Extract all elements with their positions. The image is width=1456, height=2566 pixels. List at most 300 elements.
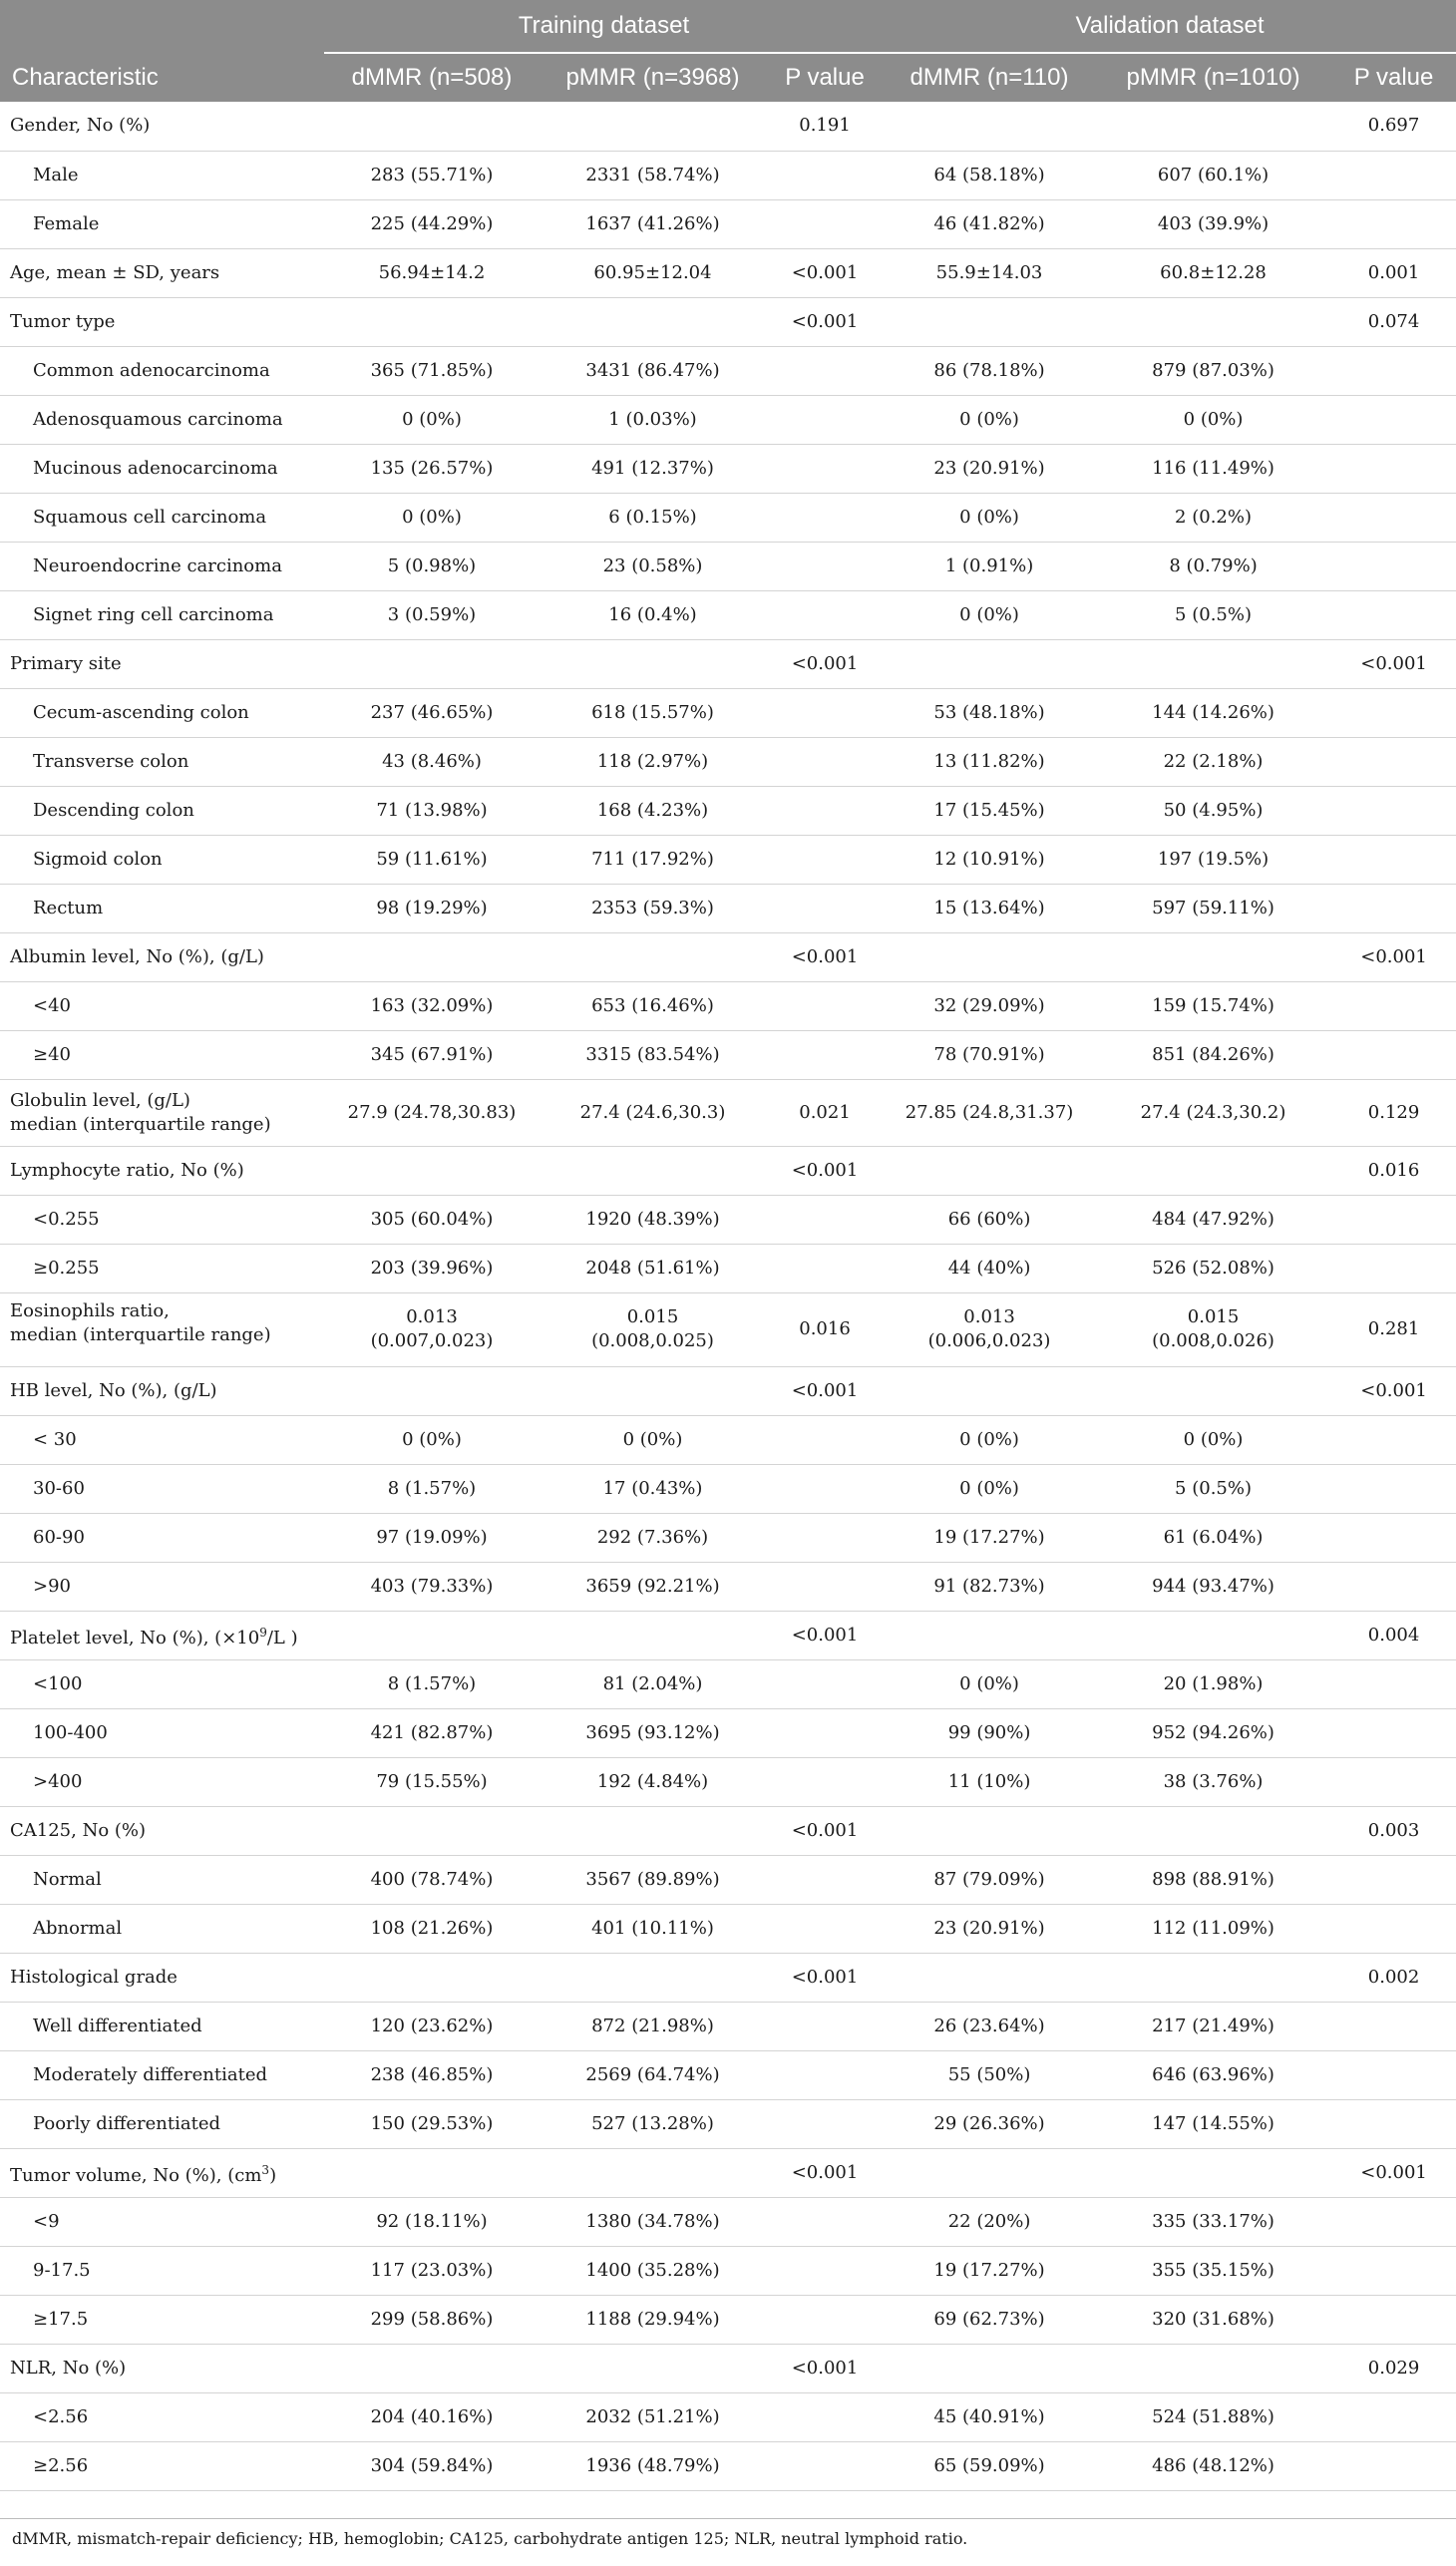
cell-value: 0.029 bbox=[1367, 2357, 1420, 2379]
row-label bbox=[0, 1659, 324, 1708]
cell-training-pvalue bbox=[766, 2344, 884, 2392]
table-row bbox=[0, 981, 1456, 1030]
cell-validation-pvalue bbox=[1331, 1366, 1456, 1415]
cell-value: 3695 (93.12%) bbox=[585, 1721, 720, 1743]
row-label-text: CA125, No (%) bbox=[10, 1819, 147, 1841]
cell-training-dmmr bbox=[324, 2002, 540, 2050]
cell-training-dmmr bbox=[324, 1244, 540, 1292]
cell-validation-pmmr bbox=[1095, 786, 1331, 835]
row-label bbox=[0, 1079, 324, 1146]
cell-value: 0 (0%) bbox=[959, 1672, 1019, 1694]
cell-training-pvalue bbox=[766, 102, 884, 151]
row-label bbox=[0, 102, 324, 151]
table-row bbox=[0, 1195, 1456, 1244]
row-label bbox=[0, 1611, 324, 1659]
row-label-text: NLR, No (%) bbox=[10, 2357, 127, 2379]
cell-value: 197 (19.5%) bbox=[1157, 848, 1270, 870]
cell-validation-pvalue bbox=[1331, 2002, 1456, 2050]
table-body bbox=[0, 102, 1456, 2490]
cell-training-dmmr bbox=[324, 981, 540, 1030]
row-label-text: Lymphocyte ratio, No (%) bbox=[10, 1159, 244, 1181]
cell-training-pvalue bbox=[766, 737, 884, 786]
row-label-text: Female bbox=[33, 212, 100, 234]
row-label-text: >90 bbox=[33, 1575, 71, 1597]
table-row bbox=[0, 1611, 1456, 1659]
cell-validation-pmmr bbox=[1095, 1464, 1331, 1513]
row-label bbox=[0, 786, 324, 835]
cell-training-pmmr bbox=[540, 932, 766, 981]
cell-training-dmmr bbox=[324, 835, 540, 884]
cell-value: 98 (19.29%) bbox=[376, 897, 488, 918]
cell-validation-pmmr bbox=[1095, 981, 1331, 1030]
validation-dataset-header: Validation dataset bbox=[884, 0, 1456, 53]
row-label bbox=[0, 1030, 324, 1079]
column-header-training-pmmr: pMMR (n=3968) bbox=[540, 53, 766, 102]
cell-training-pmmr bbox=[540, 444, 766, 493]
cell-training-pmmr bbox=[540, 2295, 766, 2344]
cell-training-dmmr bbox=[324, 1659, 540, 1708]
cell-validation-pvalue bbox=[1331, 1806, 1456, 1855]
cell-training-pmmr bbox=[540, 1953, 766, 2002]
cell-training-pvalue bbox=[766, 1708, 884, 1757]
cell-training-pvalue bbox=[766, 1513, 884, 1562]
row-label-superscript: 3 bbox=[261, 2162, 270, 2177]
cell-training-pvalue bbox=[766, 1659, 884, 1708]
cell-value: 13 (11.82%) bbox=[933, 750, 1045, 772]
cell-validation-pmmr bbox=[1095, 884, 1331, 932]
cell-value: 65 (59.09%) bbox=[933, 2454, 1045, 2476]
cell-value: 607 (60.1%) bbox=[1157, 164, 1270, 185]
cell-value: 1637 (41.26%) bbox=[585, 212, 720, 234]
cell-training-dmmr bbox=[324, 1464, 540, 1513]
cell-training-pmmr bbox=[540, 1611, 766, 1659]
cell-validation-dmmr bbox=[884, 1806, 1095, 1855]
row-label-text: Well differentiated bbox=[33, 2015, 202, 2036]
column-header-validation-pmmr: pMMR (n=1010) bbox=[1095, 53, 1331, 102]
row-label-text: <0.255 bbox=[33, 1208, 100, 1230]
cell-value: <0.001 bbox=[1360, 2161, 1427, 2183]
cell-value: 112 (11.09%) bbox=[1152, 1917, 1274, 1939]
cell-value: 0.191 bbox=[799, 115, 851, 137]
cell-training-pmmr bbox=[540, 884, 766, 932]
cell-validation-pvalue bbox=[1331, 2441, 1456, 2490]
cell-validation-pvalue bbox=[1331, 346, 1456, 395]
cell-training-pvalue bbox=[766, 1292, 884, 1366]
cell-training-pvalue bbox=[766, 1146, 884, 1195]
cell-value: 20 (1.98%) bbox=[1163, 1672, 1264, 1694]
row-label-text: <40 bbox=[33, 994, 71, 1016]
cell-value: 0 (0%) bbox=[1183, 408, 1244, 430]
cell-value: 292 (7.36%) bbox=[596, 1526, 709, 1548]
row-label-text-suffix: ) bbox=[269, 2164, 277, 2186]
table-row bbox=[0, 1244, 1456, 1292]
cell-validation-pmmr bbox=[1095, 1244, 1331, 1292]
cell-value: 3431 (86.47%) bbox=[585, 359, 720, 381]
cell-value: 0.129 bbox=[1367, 1101, 1420, 1123]
cell-validation-pvalue bbox=[1331, 1079, 1456, 1146]
cell-training-dmmr bbox=[324, 786, 540, 835]
cell-validation-dmmr bbox=[884, 102, 1095, 151]
table-row bbox=[0, 102, 1456, 151]
row-label bbox=[0, 2197, 324, 2246]
cell-training-pvalue bbox=[766, 2295, 884, 2344]
cell-validation-dmmr bbox=[884, 2344, 1095, 2392]
cell-validation-pvalue bbox=[1331, 1244, 1456, 1292]
row-label bbox=[0, 2002, 324, 2050]
cell-training-pvalue bbox=[766, 2050, 884, 2099]
cell-value: 50 (4.95%) bbox=[1163, 799, 1264, 821]
cell-validation-dmmr bbox=[884, 2392, 1095, 2441]
cell-training-pmmr bbox=[540, 493, 766, 542]
cell-training-pvalue bbox=[766, 835, 884, 884]
cell-value: 86 (78.18%) bbox=[933, 359, 1045, 381]
cell-value: 55 (50%) bbox=[947, 2063, 1031, 2085]
cell-training-dmmr bbox=[324, 493, 540, 542]
cell-validation-pmmr bbox=[1095, 248, 1331, 297]
cell-training-dmmr bbox=[324, 884, 540, 932]
row-label-text-line2: median (interquartile range) bbox=[10, 1323, 271, 1345]
cell-validation-pvalue bbox=[1331, 590, 1456, 639]
cell-validation-pmmr bbox=[1095, 639, 1331, 688]
cell-training-dmmr bbox=[324, 932, 540, 981]
cell-value: 217 (21.49%) bbox=[1152, 2015, 1274, 2036]
row-label bbox=[0, 542, 324, 590]
cell-validation-dmmr bbox=[884, 2002, 1095, 2050]
cell-validation-dmmr bbox=[884, 786, 1095, 835]
cell-validation-pmmr bbox=[1095, 346, 1331, 395]
cell-training-pmmr bbox=[540, 1757, 766, 1806]
cell-training-pmmr bbox=[540, 639, 766, 688]
cell-value: 0 (0%) bbox=[959, 1477, 1019, 1499]
cell-validation-dmmr bbox=[884, 1079, 1095, 1146]
cell-value: 879 (87.03%) bbox=[1152, 359, 1274, 381]
table-row bbox=[0, 1415, 1456, 1464]
cell-validation-pmmr bbox=[1095, 835, 1331, 884]
cell-validation-dmmr bbox=[884, 493, 1095, 542]
table-row bbox=[0, 2050, 1456, 2099]
cell-value: 0.002 bbox=[1367, 1966, 1420, 1988]
cell-value: 1 (0.91%) bbox=[944, 554, 1034, 576]
row-label bbox=[0, 199, 324, 248]
cell-validation-dmmr bbox=[884, 2197, 1095, 2246]
cell-value: 0 (0%) bbox=[402, 1428, 462, 1450]
cell-validation-pmmr bbox=[1095, 2441, 1331, 2490]
cell-training-dmmr bbox=[324, 2441, 540, 2490]
cell-value: 0.016 bbox=[1367, 1159, 1420, 1181]
table-row bbox=[0, 2441, 1456, 2490]
table-row bbox=[0, 2295, 1456, 2344]
cell-training-pvalue bbox=[766, 1366, 884, 1415]
cell-value-line2: (0.008,0.025) bbox=[591, 1330, 714, 1351]
cell-value-line2: (0.006,0.023) bbox=[927, 1330, 1051, 1351]
cell-value: 237 (46.65%) bbox=[370, 701, 494, 723]
row-label bbox=[0, 835, 324, 884]
cell-training-dmmr bbox=[324, 346, 540, 395]
cell-validation-pvalue bbox=[1331, 1464, 1456, 1513]
row-label bbox=[0, 2099, 324, 2148]
row-label-text: Poorly differentiated bbox=[33, 2112, 221, 2134]
cell-value: 61 (6.04%) bbox=[1163, 1526, 1264, 1548]
row-label bbox=[0, 639, 324, 688]
cell-value: 11 (10%) bbox=[947, 1770, 1031, 1792]
cell-training-pvalue bbox=[766, 932, 884, 981]
cell-training-pvalue bbox=[766, 1904, 884, 1953]
row-label-superscript: 9 bbox=[259, 1625, 267, 1640]
row-label bbox=[0, 444, 324, 493]
cell-value: 27.4 (24.6,30.3) bbox=[579, 1101, 726, 1123]
cell-value: 305 (60.04%) bbox=[370, 1208, 494, 1230]
cell-value: <0.001 bbox=[791, 310, 859, 332]
cell-validation-pvalue bbox=[1331, 1415, 1456, 1464]
cell-value: 44 (40%) bbox=[947, 1257, 1031, 1279]
table-row bbox=[0, 542, 1456, 590]
cell-training-pmmr bbox=[540, 737, 766, 786]
cell-validation-pvalue bbox=[1331, 1904, 1456, 1953]
cell-training-pmmr bbox=[540, 542, 766, 590]
cell-value: 365 (71.85%) bbox=[370, 359, 494, 381]
row-label-text: HB level, No (%), (g/L) bbox=[10, 1379, 217, 1401]
cell-training-dmmr bbox=[324, 1611, 540, 1659]
cell-value: <0.001 bbox=[791, 261, 859, 283]
table-row bbox=[0, 1904, 1456, 1953]
cell-value: 484 (47.92%) bbox=[1152, 1208, 1274, 1230]
cell-training-pmmr bbox=[540, 1195, 766, 1244]
cell-training-pmmr bbox=[540, 590, 766, 639]
cell-training-pmmr bbox=[540, 346, 766, 395]
cell-validation-dmmr bbox=[884, 1708, 1095, 1757]
cell-value: 27.9 (24.78,30.83) bbox=[347, 1101, 517, 1123]
table-row bbox=[0, 1855, 1456, 1904]
cell-validation-pvalue bbox=[1331, 395, 1456, 444]
cell-value: 403 (79.33%) bbox=[370, 1575, 494, 1597]
cell-validation-dmmr bbox=[884, 297, 1095, 346]
cell-value: 0.013 bbox=[406, 1306, 458, 1327]
column-header-training-pvalue: P value bbox=[766, 53, 884, 102]
cell-validation-pmmr bbox=[1095, 1292, 1331, 1366]
cell-value: 0.697 bbox=[1367, 115, 1420, 137]
cell-value: 283 (55.71%) bbox=[370, 164, 494, 185]
cell-validation-dmmr bbox=[884, 542, 1095, 590]
cell-value: 19 (17.27%) bbox=[933, 2259, 1045, 2281]
cell-value: 118 (2.97%) bbox=[596, 750, 709, 772]
row-label bbox=[0, 2441, 324, 2490]
cell-value: 1380 (34.78%) bbox=[585, 2210, 720, 2232]
cell-value: 23 (20.91%) bbox=[933, 457, 1045, 479]
column-header-row bbox=[0, 53, 1456, 102]
row-label bbox=[0, 2344, 324, 2392]
row-label-text: Common adenocarcinoma bbox=[33, 359, 270, 381]
cell-value: 203 (39.96%) bbox=[370, 1257, 494, 1279]
row-label bbox=[0, 1708, 324, 1757]
cell-value: 108 (21.26%) bbox=[370, 1917, 494, 1939]
cell-validation-pvalue bbox=[1331, 1562, 1456, 1611]
cell-validation-pvalue bbox=[1331, 981, 1456, 1030]
row-label-text: Eosinophils ratio, bbox=[10, 1299, 170, 1321]
cell-validation-pmmr bbox=[1095, 1757, 1331, 1806]
cell-value: 17 (0.43%) bbox=[602, 1477, 703, 1499]
cell-value: 163 (32.09%) bbox=[370, 994, 494, 1016]
row-label-text: < 30 bbox=[33, 1428, 77, 1450]
cell-training-dmmr bbox=[324, 1708, 540, 1757]
row-label-text: Mucinous adenocarcinoma bbox=[33, 457, 278, 479]
cell-value: 135 (26.57%) bbox=[370, 457, 494, 479]
cell-value: 29 (26.36%) bbox=[933, 2112, 1045, 2134]
row-label bbox=[0, 1757, 324, 1806]
cell-validation-pvalue bbox=[1331, 2392, 1456, 2441]
table-row bbox=[0, 688, 1456, 737]
row-label bbox=[0, 1562, 324, 1611]
cell-training-pmmr bbox=[540, 1292, 766, 1366]
cell-training-pvalue bbox=[766, 590, 884, 639]
row-label-text: Sigmoid colon bbox=[33, 848, 163, 870]
cell-training-dmmr bbox=[324, 199, 540, 248]
cell-validation-dmmr bbox=[884, 1030, 1095, 1079]
cell-validation-pmmr bbox=[1095, 2148, 1331, 2197]
cell-validation-pvalue bbox=[1331, 1292, 1456, 1366]
column-header-validation-pvalue: P value bbox=[1331, 53, 1456, 102]
cell-value: 526 (52.08%) bbox=[1152, 1257, 1274, 1279]
cell-training-pmmr bbox=[540, 2148, 766, 2197]
cell-training-pvalue bbox=[766, 248, 884, 297]
cell-training-dmmr bbox=[324, 444, 540, 493]
cell-training-pvalue bbox=[766, 786, 884, 835]
cell-value: 87 (79.09%) bbox=[933, 1868, 1045, 1890]
cell-value: 400 (78.74%) bbox=[370, 1868, 494, 1890]
cell-validation-pmmr bbox=[1095, 1904, 1331, 1953]
cell-value: 97 (19.09%) bbox=[376, 1526, 488, 1548]
row-label bbox=[0, 248, 324, 297]
table-row bbox=[0, 2392, 1456, 2441]
row-label-text: Abnormal bbox=[33, 1917, 123, 1939]
row-label bbox=[0, 1904, 324, 1953]
cell-value: 55.9±14.03 bbox=[935, 261, 1043, 283]
cell-validation-dmmr bbox=[884, 1855, 1095, 1904]
cell-validation-pvalue bbox=[1331, 2099, 1456, 2148]
cell-validation-pvalue bbox=[1331, 1953, 1456, 2002]
cell-validation-pvalue bbox=[1331, 688, 1456, 737]
cell-validation-pvalue bbox=[1331, 786, 1456, 835]
cell-value: 851 (84.26%) bbox=[1152, 1043, 1274, 1065]
cell-value: 0 (0%) bbox=[402, 408, 462, 430]
cell-validation-dmmr bbox=[884, 444, 1095, 493]
table-row bbox=[0, 151, 1456, 199]
table-row bbox=[0, 786, 1456, 835]
row-label bbox=[0, 1366, 324, 1415]
cell-training-dmmr bbox=[324, 102, 540, 151]
cell-training-dmmr bbox=[324, 2148, 540, 2197]
cell-training-dmmr bbox=[324, 688, 540, 737]
row-label bbox=[0, 2392, 324, 2441]
row-label bbox=[0, 2050, 324, 2099]
cell-validation-pvalue bbox=[1331, 639, 1456, 688]
cell-validation-dmmr bbox=[884, 1366, 1095, 1415]
cell-value: <0.001 bbox=[791, 1159, 859, 1181]
cell-training-dmmr bbox=[324, 2295, 540, 2344]
cell-training-pmmr bbox=[540, 2441, 766, 2490]
row-label-text: Histological grade bbox=[10, 1966, 178, 1988]
cell-training-pvalue bbox=[766, 1195, 884, 1244]
table-row bbox=[0, 1806, 1456, 1855]
cell-value: 27.85 (24.8,31.37) bbox=[905, 1101, 1074, 1123]
table-row bbox=[0, 932, 1456, 981]
cell-training-pvalue bbox=[766, 2246, 884, 2295]
table-row bbox=[0, 395, 1456, 444]
cell-value: 79 (15.55%) bbox=[376, 1770, 488, 1792]
table-row bbox=[0, 493, 1456, 542]
cell-validation-dmmr bbox=[884, 1415, 1095, 1464]
cell-training-pvalue bbox=[766, 1415, 884, 1464]
cell-value: 0.021 bbox=[799, 1101, 851, 1123]
cell-value: 27.4 (24.3,30.2) bbox=[1140, 1101, 1286, 1123]
table-row bbox=[0, 2002, 1456, 2050]
cell-training-pmmr bbox=[540, 981, 766, 1030]
cell-training-dmmr bbox=[324, 1195, 540, 1244]
cell-value: 159 (15.74%) bbox=[1152, 994, 1274, 1016]
column-header-training-dmmr: dMMR (n=508) bbox=[324, 53, 540, 102]
cell-validation-pmmr bbox=[1095, 1953, 1331, 2002]
cell-validation-pmmr bbox=[1095, 2392, 1331, 2441]
cell-validation-pmmr bbox=[1095, 1513, 1331, 1562]
cell-training-pmmr bbox=[540, 1464, 766, 1513]
cell-value: 1920 (48.39%) bbox=[585, 1208, 720, 1230]
cell-validation-pvalue bbox=[1331, 2246, 1456, 2295]
cell-value: 116 (11.49%) bbox=[1152, 457, 1274, 479]
cell-value: 355 (35.15%) bbox=[1152, 2259, 1274, 2281]
table-row bbox=[0, 199, 1456, 248]
cell-value: 2048 (51.61%) bbox=[585, 1257, 720, 1279]
row-label-text: Primary site bbox=[10, 652, 122, 674]
cell-training-pvalue bbox=[766, 1030, 884, 1079]
table-row bbox=[0, 1146, 1456, 1195]
row-label bbox=[0, 2148, 324, 2197]
cell-training-dmmr bbox=[324, 1757, 540, 1806]
cell-validation-dmmr bbox=[884, 1195, 1095, 1244]
cell-value: 5 (0.5%) bbox=[1175, 603, 1252, 625]
cell-validation-pmmr bbox=[1095, 151, 1331, 199]
cell-training-pmmr bbox=[540, 1079, 766, 1146]
cell-value: 56.94±14.2 bbox=[378, 261, 486, 283]
cell-training-pmmr bbox=[540, 1708, 766, 1757]
cell-training-pmmr bbox=[540, 2392, 766, 2441]
cell-training-pvalue bbox=[766, 2392, 884, 2441]
cell-value: 1 (0.03%) bbox=[608, 408, 697, 430]
cell-value: 952 (94.26%) bbox=[1152, 1721, 1274, 1743]
cell-value: 527 (13.28%) bbox=[591, 2112, 714, 2134]
cell-value: <0.001 bbox=[791, 652, 859, 674]
cell-validation-pmmr bbox=[1095, 297, 1331, 346]
cell-validation-dmmr bbox=[884, 2148, 1095, 2197]
row-label-text: Rectum bbox=[33, 897, 104, 918]
cell-value: <0.001 bbox=[791, 2161, 859, 2183]
cell-validation-dmmr bbox=[884, 590, 1095, 639]
cell-validation-pmmr bbox=[1095, 590, 1331, 639]
row-label-text: Normal bbox=[33, 1868, 102, 1890]
cell-value: 64 (58.18%) bbox=[933, 164, 1045, 185]
cell-training-dmmr bbox=[324, 2050, 540, 2099]
row-label bbox=[0, 151, 324, 199]
cell-validation-pmmr bbox=[1095, 199, 1331, 248]
cell-value: 0 (0%) bbox=[1183, 1428, 1244, 1450]
cell-training-pvalue bbox=[766, 688, 884, 737]
cell-training-pvalue bbox=[766, 346, 884, 395]
cell-training-pvalue bbox=[766, 1562, 884, 1611]
cell-value: 91 (82.73%) bbox=[933, 1575, 1045, 1597]
cell-training-pmmr bbox=[540, 2002, 766, 2050]
cell-training-pvalue bbox=[766, 199, 884, 248]
header-spacer bbox=[0, 0, 324, 53]
cell-validation-pmmr bbox=[1095, 2246, 1331, 2295]
cell-training-dmmr bbox=[324, 1855, 540, 1904]
